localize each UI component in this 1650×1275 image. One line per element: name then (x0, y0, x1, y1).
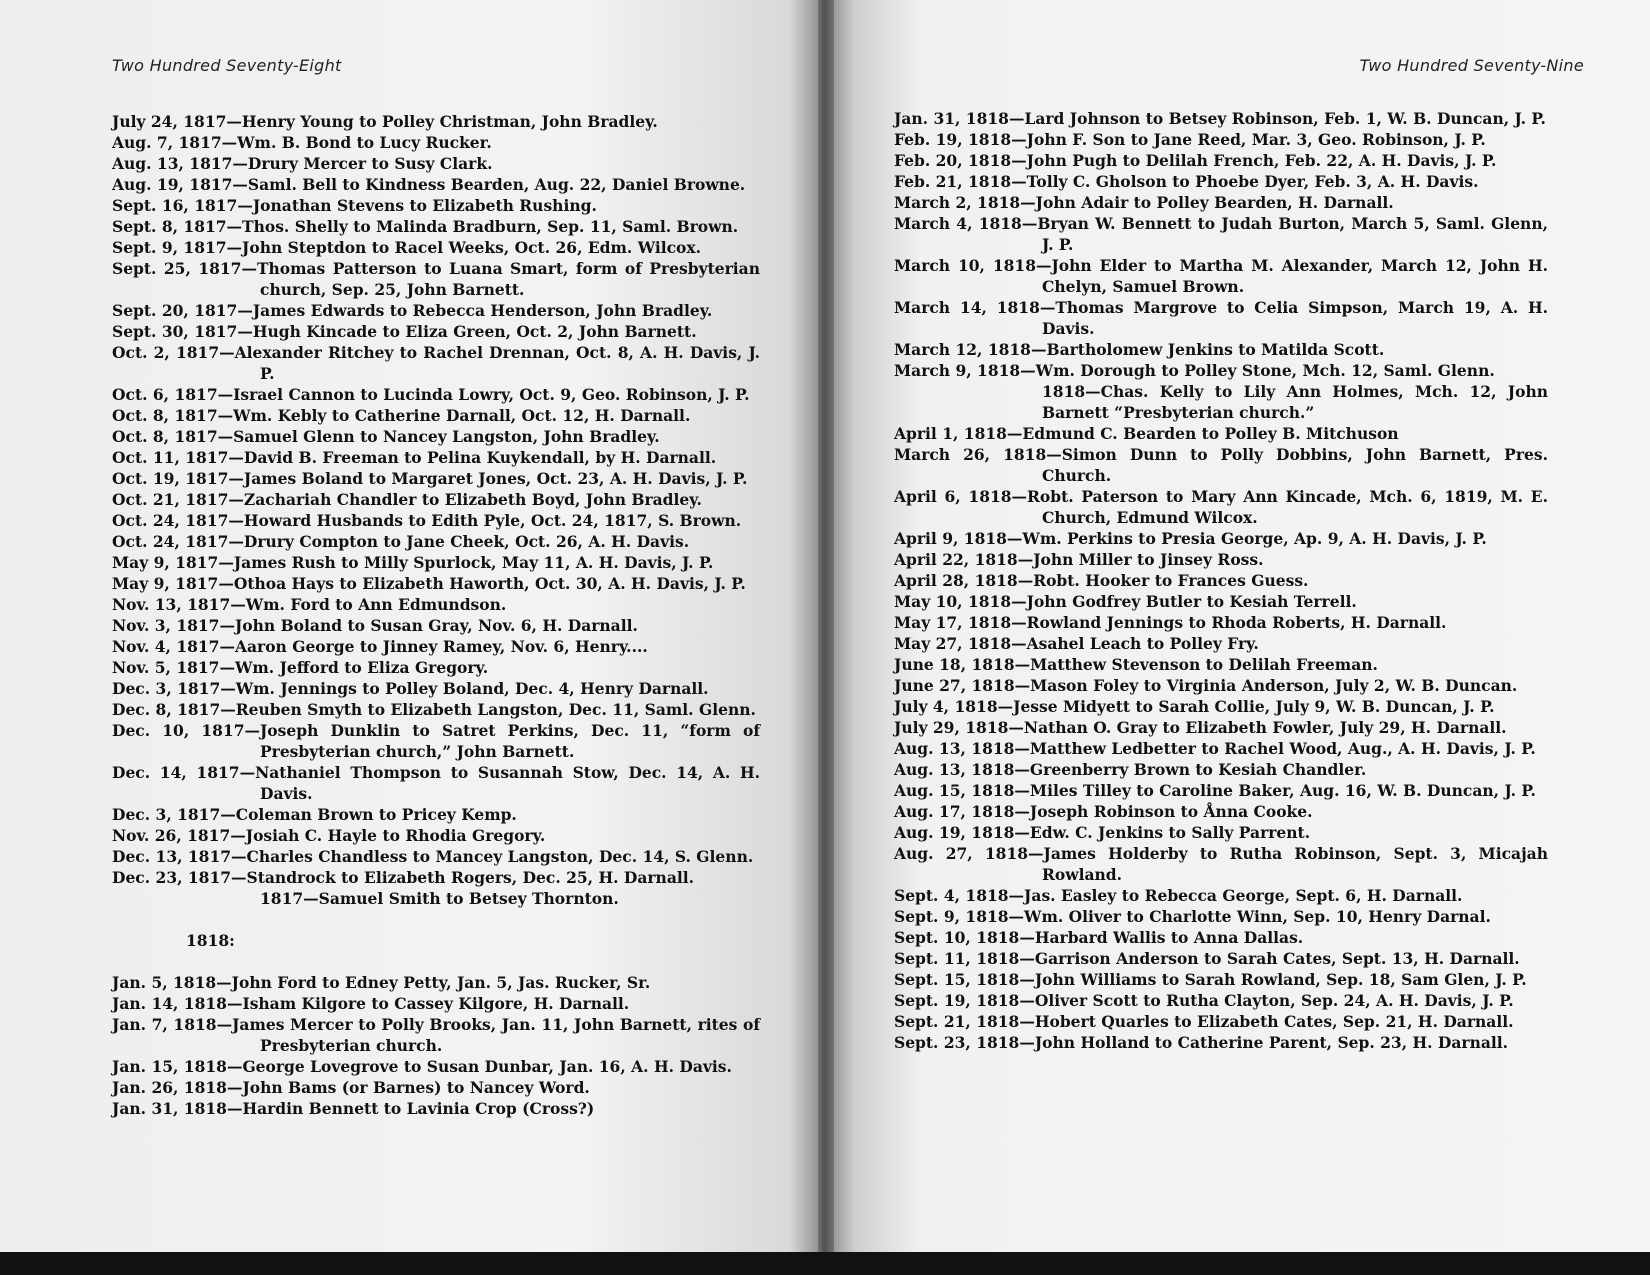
marriage-entry: Sept. 21, 1818—Hobert Quarles to Elizabeth Cates, Sep. 21, H. Darnall. (894, 1012, 1514, 1031)
right-entry-list (894, 108, 1548, 1053)
marriage-entry: Sept. 10, 1818—Harbard Wallis to Anna Dallas. (894, 928, 1304, 947)
marriage-entry: March 10, 1818—John Elder to Martha M. Alexander, March 12, John H. Chelyn, Samuel Brown. (894, 256, 1548, 296)
marriage-entry: July 29, 1818—Nathan O. Gray to Elizabeth Fowler, July 29, H. Darnall. (894, 718, 1507, 737)
marriage-entry: Sept. 9, 1818—Wm. Oliver to Charlotte Winn, Sep. 10, Henry Darnal. (894, 907, 1491, 926)
marriage-entry: May 17, 1818—Rowland Jennings to Rhoda Roberts, H. Darnall. (894, 613, 1447, 632)
marriage-entry: April 1, 1818—Edmund C. Bearden to Polley B. Mitchuson (894, 424, 1399, 443)
marriage-entry: Jan. 14, 1818—Isham Kilgore to Cassey Kilgore, H. Darnall. (112, 994, 630, 1013)
marriage-entry: May 9, 1817—Othoa Hays to Elizabeth Haworth, Oct. 30, A. H. Davis, J. P. (112, 574, 746, 593)
marriage-entry: 1817—Samuel Smith to Betsey Thornton. (260, 889, 619, 908)
marriage-entry: Oct. 21, 1817—Zachariah Chandler to Elizabeth Boyd, John Bradley. (112, 490, 702, 509)
marriage-entry: Sept. 25, 1817—Thomas Patterson to Luana Smart, form of Presbyterian church, Sep. 25, John Barnett. (112, 259, 760, 299)
marriage-entry: Feb. 21, 1818—Tolly C. Gholson to Phoebe Dyer, Feb. 3, A. H. Davis. (894, 172, 1479, 191)
spacer (112, 951, 760, 972)
marriage-entry: Nov. 4, 1817—Aaron George to Jinney Ramey, Nov. 6, Henry.... (112, 637, 648, 656)
marriage-entry: March 26, 1818—Simon Dunn to Polly Dobbins, John Barnett, Pres. Church. (894, 445, 1548, 485)
marriage-entry: March 2, 1818—John Adair to Polley Bearden, H. Darnall. (894, 193, 1394, 212)
left-entry-list (112, 111, 760, 1119)
marriage-entry: April 28, 1818—Robt. Hooker to Frances Guess. (894, 571, 1309, 590)
marriage-entry: Sept. 16, 1817—Jonathan Stevens to Elizabeth Rushing. (112, 196, 597, 215)
marriage-entry: May 10, 1818—John Godfrey Butler to Kesiah Terrell. (894, 592, 1357, 611)
marriage-entry: Jan. 31, 1818—Hardin Bennett to Lavinia Crop (Cross?) (112, 1099, 595, 1118)
marriage-entry: March 14, 1818—Thomas Margrove to Celia Simpson, March 19, A. H. Davis. (894, 298, 1548, 338)
marriage-entry: Aug. 13, 1818—Greenberry Brown to Kesiah Chandler. (894, 760, 1367, 779)
marriage-entry: April 22, 1818—John Miller to Jinsey Ross. (894, 550, 1264, 569)
marriage-entry: Dec. 14, 1817—Nathaniel Thompson to Susannah Stow, Dec. 14, A. H. Davis. (112, 763, 760, 803)
marriage-entry: Oct. 24, 1817—Drury Compton to Jane Cheek, Oct. 26, A. H. Davis. (112, 532, 690, 551)
marriage-entry: March 12, 1818—Bartholomew Jenkins to Matilda Scott. (894, 340, 1385, 359)
marriage-entry: Jan. 15, 1818—George Lovegrove to Susan Dunbar, Jan. 16, A. H. Davis. (112, 1057, 732, 1076)
left-page (0, 0, 822, 1252)
marriage-entry: Nov. 5, 1817—Wm. Jefford to Eliza Gregory. (112, 658, 489, 677)
marriage-entry: Oct. 8, 1817—Samuel Glenn to Nancey Langston, John Bradley. (112, 427, 660, 446)
marriage-entry: Dec. 3, 1817—Coleman Brown to Pricey Kemp. (112, 805, 517, 824)
marriage-entry: Jan. 5, 1818—John Ford to Edney Petty, Jan. 5, Jas. Rucker, Sr. (112, 973, 651, 992)
marriage-entry: Aug. 7, 1817—Wm. B. Bond to Lucy Rucker. (112, 133, 492, 152)
marriage-entry: Sept. 11, 1818—Garrison Anderson to Sarah Cates, Sept. 13, H. Darnall. (894, 949, 1520, 968)
marriage-entry: March 4, 1818—Bryan W. Bennett to Judah Burton, March 5, Saml. Glenn, J. P. (894, 214, 1548, 254)
marriage-entry: Aug. 15, 1818—Miles Tilley to Caroline Baker, Aug. 16, W. B. Duncan, J. P. (894, 781, 1536, 800)
left-page-header: Two Hundred Seventy-Eight (112, 56, 342, 75)
marriage-entry: May 9, 1817—James Rush to Milly Spurlock, May 11, A. H. Davis, J. P. (112, 553, 714, 572)
marriage-entry: Jan. 7, 1818—James Mercer to Polly Brooks, Jan. 11, John Barnett, rites of Presbyterian church. (112, 1015, 760, 1055)
marriage-entry: Sept. 15, 1818—John Williams to Sarah Rowland, Sep. 18, Sam Glen, J. P. (894, 970, 1527, 989)
marriage-entry: Aug. 13, 1818—Matthew Ledbetter to Rachel Wood, Aug., A. H. Davis, J. P. (894, 739, 1536, 758)
marriage-entry: Sept. 8, 1817—Thos. Shelly to Malinda Bradburn, Sep. 11, Saml. Brown. (112, 217, 739, 236)
marriage-entry: Nov. 26, 1817—Josiah C. Hayle to Rhodia Gregory. (112, 826, 546, 845)
marriage-entry: July 24, 1817—Henry Young to Polley Christman, John Bradley. (112, 112, 658, 131)
marriage-entry: Aug. 19, 1817—Saml. Bell to Kindness Bearden, Aug. 22, Daniel Browne. (112, 175, 746, 194)
right-page-header: Two Hundred Seventy-Nine (1359, 56, 1584, 75)
marriage-entry: Sept. 20, 1817—James Edwards to Rebecca Henderson, John Bradley. (112, 301, 713, 320)
marriage-entry: Sept. 23, 1818—John Holland to Catherine Parent, Sep. 23, H. Darnall. (894, 1033, 1509, 1052)
marriage-entry: Feb. 19, 1818—John F. Son to Jane Reed, Mar. 3, Geo. Robinson, J. P. (894, 130, 1486, 149)
marriage-entry: Sept. 19, 1818—Oliver Scott to Rutha Clayton, Sep. 24, A. H. Davis, J. P. (894, 991, 1514, 1010)
marriage-entry: Oct. 6, 1817—Israel Cannon to Lucinda Lowry, Oct. 9, Geo. Robinson, J. P. (112, 385, 750, 404)
scan-bottom-edge (0, 1252, 1650, 1275)
marriage-entry: July 4, 1818—Jesse Midyett to Sarah Collie, July 9, W. B. Duncan, J. P. (894, 697, 1495, 716)
marriage-entry: Jan. 31, 1818—Lard Johnson to Betsey Robinson, Feb. 1, W. B. Duncan, J. P. (894, 109, 1546, 128)
marriage-entry: Dec. 23, 1817—Standrock to Elizabeth Rogers, Dec. 25, H. Darnall. (112, 868, 695, 887)
marriage-entry: Sept. 30, 1817—Hugh Kincade to Eliza Green, Oct. 2, John Barnett. (112, 322, 697, 341)
marriage-entry: Oct. 2, 1817—Alexander Ritchey to Rachel Drennan, Oct. 8, A. H. Davis, J. P. (112, 343, 760, 383)
marriage-entry: Jan. 26, 1818—John Bams (or Barnes) to Nancey Word. (112, 1078, 590, 1097)
marriage-entry: June 18, 1818—Matthew Stevenson to Delilah Freeman. (894, 655, 1378, 674)
section-label: 1818: (186, 931, 235, 950)
marriage-entry: Oct. 24, 1817—Howard Husbands to Edith Pyle, Oct. 24, 1817, S. Brown. (112, 511, 742, 530)
marriage-entry: 1818—Chas. Kelly to Lily Ann Holmes, Mch. 12, John Barnett “Presbyterian church.” (1042, 382, 1548, 422)
marriage-entry: Dec. 13, 1817—Charles Chandless to Mancey Langston, Dec. 14, S. Glenn. (112, 847, 754, 866)
marriage-entry: Dec. 10, 1817—Joseph Dunklin to Satret Perkins, Dec. 11, “form of Presbyterian church,” John Barnett. (112, 721, 760, 761)
marriage-entry: Dec. 3, 1817—Wm. Jennings to Polley Boland, Dec. 4, Henry Darnall. (112, 679, 709, 698)
book-gutter (818, 0, 834, 1252)
marriage-entry: Nov. 13, 1817—Wm. Ford to Ann Edmundson. (112, 595, 507, 614)
spacer (112, 909, 760, 930)
marriage-entry: April 6, 1818—Robt. Paterson to Mary Ann Kincade, Mch. 6, 1819, M. E. Church, Edmund Wilcox. (894, 487, 1548, 527)
right-page (822, 0, 1650, 1252)
marriage-entry: May 27, 1818—Asahel Leach to Polley Fry. (894, 634, 1259, 653)
marriage-entry: Aug. 19, 1818—Edw. C. Jenkins to Sally Parrent. (894, 823, 1311, 842)
marriage-entry: Aug. 27, 1818—James Holderby to Rutha Robinson, Sept. 3, Micajah Rowland. (894, 844, 1548, 884)
marriage-entry: Sept. 4, 1818—Jas. Easley to Rebecca George, Sept. 6, H. Darnall. (894, 886, 1463, 905)
marriage-entry: Feb. 20, 1818—John Pugh to Delilah French, Feb. 22, A. H. Davis, J. P. (894, 151, 1497, 170)
marriage-entry: Dec. 8, 1817—Reuben Smyth to Elizabeth Langston, Dec. 11, Saml. Glenn. (112, 700, 756, 719)
marriage-entry: June 27, 1818—Mason Foley to Virginia Anderson, July 2, W. B. Duncan. (894, 676, 1518, 695)
marriage-entry: Aug. 13, 1817—Drury Mercer to Susy Clark. (112, 154, 493, 173)
marriage-entry: Oct. 19, 1817—James Boland to Margaret Jones, Oct. 23, A. H. Davis, J. P. (112, 469, 748, 488)
marriage-entry: March 9, 1818—Wm. Dorough to Polley Stone, Mch. 12, Saml. Glenn. (894, 361, 1495, 380)
marriage-entry: Oct. 11, 1817—David B. Freeman to Pelina Kuykendall, by H. Darnall. (112, 448, 717, 467)
marriage-entry: Sept. 9, 1817—John Steptdon to Racel Weeks, Oct. 26, Edm. Wilcox. (112, 238, 702, 257)
marriage-entry: Aug. 17, 1818—Joseph Robinson to Ånna Cooke. (894, 802, 1313, 821)
marriage-entry: Nov. 3, 1817—John Boland to Susan Gray, Nov. 6, H. Darnall. (112, 616, 638, 635)
marriage-entry: Oct. 8, 1817—Wm. Kebly to Catherine Darnall, Oct. 12, H. Darnall. (112, 406, 691, 425)
marriage-entry: April 9, 1818—Wm. Perkins to Presia George, Ap. 9, A. H. Davis, J. P. (894, 529, 1487, 548)
